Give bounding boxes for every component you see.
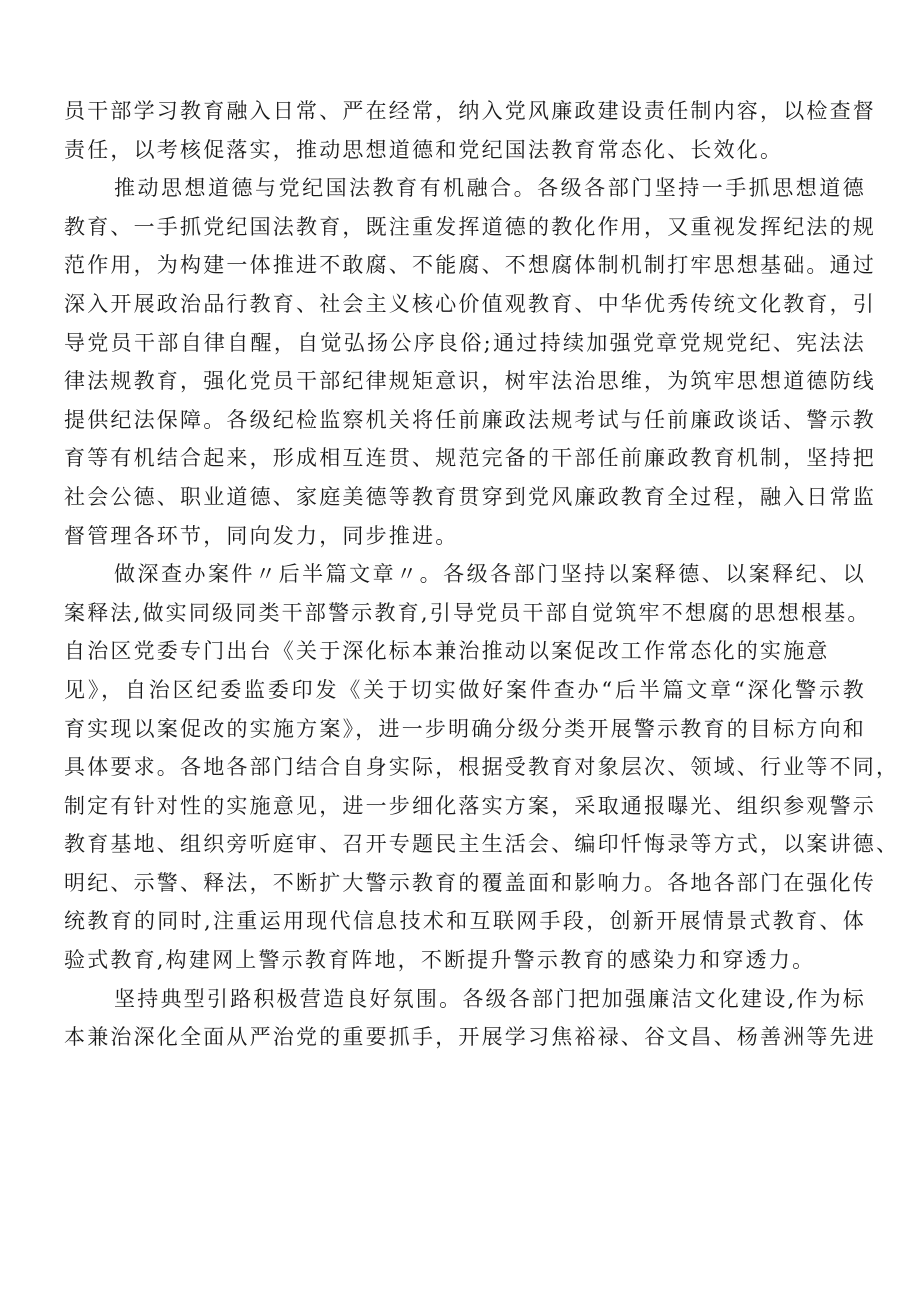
text-line: 责任，以考核促落实，推动思想道德和党纪国法教育常态化、长效化。 xyxy=(64,137,784,162)
text-line: 范作用，为构建一体推进不敢腐、不能腐、不想腐体制机制打牢思想基础。通过 xyxy=(64,253,876,278)
text-line: 员干部学习教育融入日常、严在经常，纳入党风廉政建设责任制内容，以检查督 xyxy=(64,99,876,123)
text-line: 律法规教育，强化党员干部纪律规矩意识，树牢法治思维，为筑牢思想道德防线 xyxy=(64,369,876,394)
text-line: 教育、一手抓党纪国法教育，既注重发挥道德的教化作用，又重视发挥纪法的规 xyxy=(64,214,876,239)
text-line: 教育基地、组织旁听庭审、召开专题民主生活会、编印忏悔录等方式，以案讲德、 xyxy=(64,832,900,857)
text-line: 导党员干部自律自醒，自觉弘扬公序良俗;通过持续加强党章党规党纪、宪法法 xyxy=(64,330,866,355)
paragraph-first-line: 坚持典型引路积极营造良好氛围。各级各部门把加强廉洁文化建设,作为标 xyxy=(114,986,866,1011)
text-line: 深入开展政治品行教育、社会主义核心价值观教育、中华优秀传统文化教育，引 xyxy=(64,291,876,316)
text-line: 自治区党委专门出台《关于深化标本兼治推动以案促改工作常态化的实施意 xyxy=(64,639,830,664)
text-line: 案释法,做实同级同类干部警示教育,引导党员干部自觉筑牢不想腐的思想根基。 xyxy=(64,600,871,625)
paragraph-first-line: 推动思想道德与党纪国法教育有机融合。各级各部门坚持一手抓思想道德 xyxy=(114,176,866,201)
text-line: 见》，自治区纪委监委印发《关于切实做好案件查办“后半篇文章“深化警示教 xyxy=(64,677,866,702)
text-line: 育等有机结合起来，形成相互连贯、规范完备的干部任前廉政教育机制，坚持把 xyxy=(64,446,876,471)
text-line: 提供纪法保障。各级纪检监察机关将任前廉政法规考试与任前廉政谈话、警示教 xyxy=(64,407,876,432)
text-line: 制定有针对性的实施意见，进一步细化落实方案，采取通报曝光、组织参观警示 xyxy=(64,793,876,818)
text-line: 本兼治深化全面从严治党的重要抓手，开展学习焦裕禄、谷文昌、杨善洲等先进 xyxy=(64,1025,876,1050)
paragraph-first-line: 做深查办案件〃后半篇文章〃。各级各部门坚持以案释德、以案释纪、以 xyxy=(114,562,866,587)
text-line: 具体要求。各地各部门结合自身实际，根据受教育对象层次、领域、行业等不同， xyxy=(64,755,900,780)
document-body xyxy=(64,92,900,1057)
text-line: 统教育的同时,注重运用现代信息技术和互联网手段，创新开展情景式教育、体 xyxy=(64,909,866,934)
text-line: 验式教育,构建网上警示教育阵地，不断提升警示教育的感染力和穿透力。 xyxy=(64,948,816,973)
text-line: 育实现以案促改的实施方案》，进一步明确分级分类开展警示教育的目标方向和 xyxy=(64,716,866,741)
text-line: 督管理各环节，同向发力，同步推进。 xyxy=(64,523,459,548)
text-line: 社会公德、职业道德、家庭美德等教育贯穿到党风廉政教育全过程，融入日常监 xyxy=(64,484,876,509)
text-line: 明纪、示警、释法，不断扩大警示教育的覆盖面和影响力。各地各部门在强化传 xyxy=(64,870,876,895)
